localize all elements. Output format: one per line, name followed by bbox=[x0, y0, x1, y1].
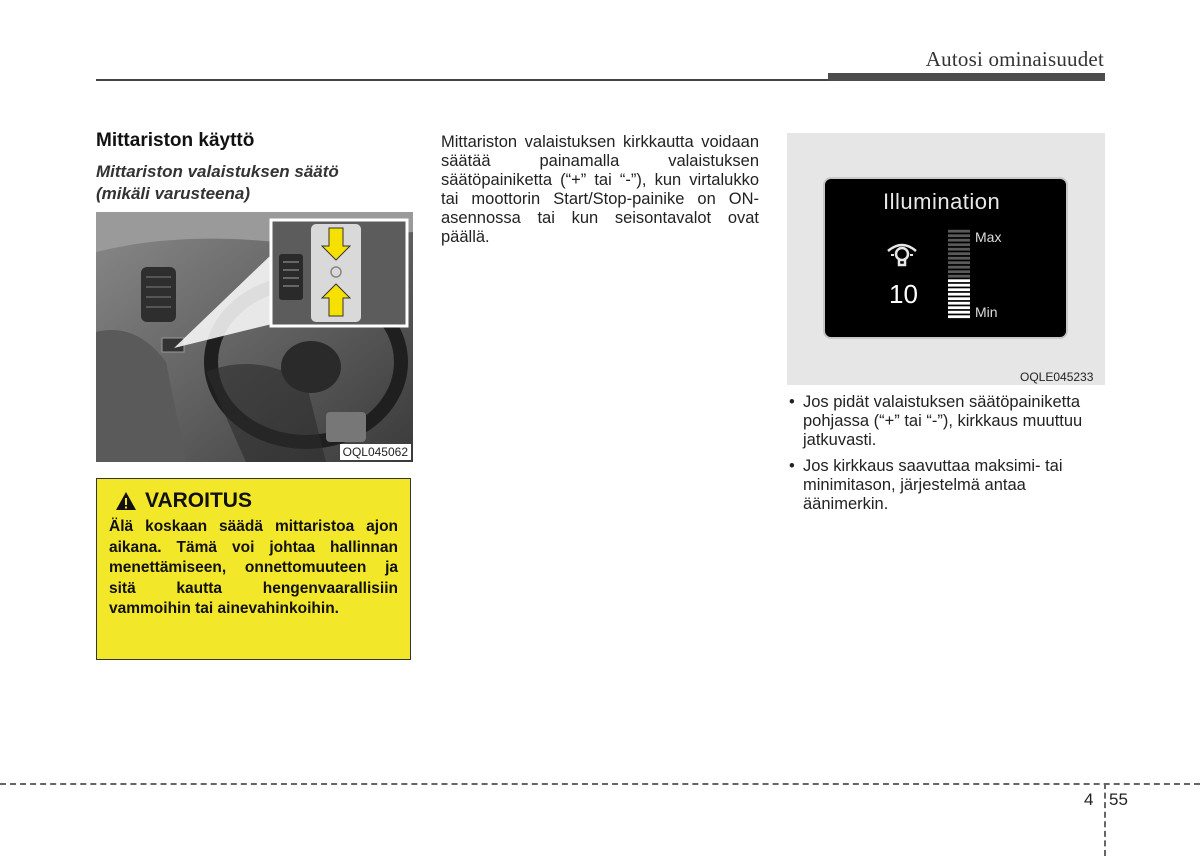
warning-title: VAROITUS bbox=[145, 489, 252, 512]
level-segment bbox=[948, 288, 970, 291]
bullet-list bbox=[787, 393, 1105, 521]
level-segment bbox=[948, 270, 970, 273]
footer-rule bbox=[0, 783, 1200, 785]
bullet-item: • Jos pidät valaistuksen säätöpainiketta pohjassa (“+” tai “-”), kirkkaus muuttuu jatkuvasti. bbox=[787, 393, 1105, 450]
chapter-number: 4 bbox=[1084, 790, 1094, 809]
level-segment bbox=[948, 297, 970, 300]
header-tab-bar bbox=[828, 73, 1105, 81]
max-label: Max bbox=[975, 229, 1002, 245]
page-number: 55 bbox=[1109, 790, 1128, 809]
level-segment bbox=[948, 279, 970, 282]
level-segment bbox=[948, 257, 970, 260]
level-segment bbox=[948, 234, 970, 237]
level-segment bbox=[948, 315, 970, 318]
level-segment bbox=[948, 275, 970, 278]
illumination-icon bbox=[885, 237, 919, 271]
dashboard-illustration bbox=[96, 212, 413, 462]
display-title: Illumination bbox=[883, 189, 1001, 214]
bullet-item: • Jos kirkkaus saavuttaa maksimi- tai minimitason, järjestelmä antaa äänimerkin. bbox=[787, 457, 1105, 514]
warning-triangle-icon bbox=[115, 491, 137, 511]
level-segment bbox=[948, 243, 970, 246]
section-title: Mittariston käyttö bbox=[96, 130, 255, 151]
level-segment bbox=[948, 261, 970, 264]
subsection-title: Mittariston valaistuksen säätö (mikäli varusteena) bbox=[96, 162, 339, 203]
body-paragraph: Mittariston valaistuksen kirkkautta voidaan säätää painamalla valaistuksen säätöpainiketta (“+” tai “-”), kun virtalukko tai moottorin Start/Stop-painike on ON-asennossa tai kun seisontavalot ovat päällä. bbox=[441, 133, 759, 246]
footer-divider bbox=[1104, 783, 1106, 856]
photo-code: OQL045062 bbox=[340, 444, 411, 460]
level-segment bbox=[948, 284, 970, 287]
level-segment bbox=[948, 302, 970, 305]
level-segment bbox=[948, 311, 970, 314]
level-segment bbox=[948, 239, 970, 242]
warning-box bbox=[96, 478, 411, 660]
cluster-display bbox=[823, 177, 1068, 339]
level-segment bbox=[948, 248, 970, 251]
illumination-level-bar bbox=[948, 229, 970, 319]
level-segment bbox=[948, 252, 970, 255]
level-segment bbox=[948, 306, 970, 309]
figure-code: OQLE045233 bbox=[1020, 370, 1094, 384]
dashboard-photo bbox=[96, 212, 413, 462]
level-segment bbox=[948, 266, 970, 269]
level-segment bbox=[948, 230, 970, 233]
warning-text: Älä koskaan säädä mittaristoa ajon aikana. Tämä voi johtaa hallinnan menettämiseen, onnettomuuteen ja sitä kautta hengenvaarallisiin vammoihin tai ainevahinkoihin. bbox=[109, 518, 398, 617]
running-header: Autosi ominaisuudet bbox=[925, 47, 1104, 71]
illumination-level: 10 bbox=[889, 279, 918, 309]
level-segment bbox=[948, 293, 970, 296]
min-label: Min bbox=[975, 304, 998, 320]
